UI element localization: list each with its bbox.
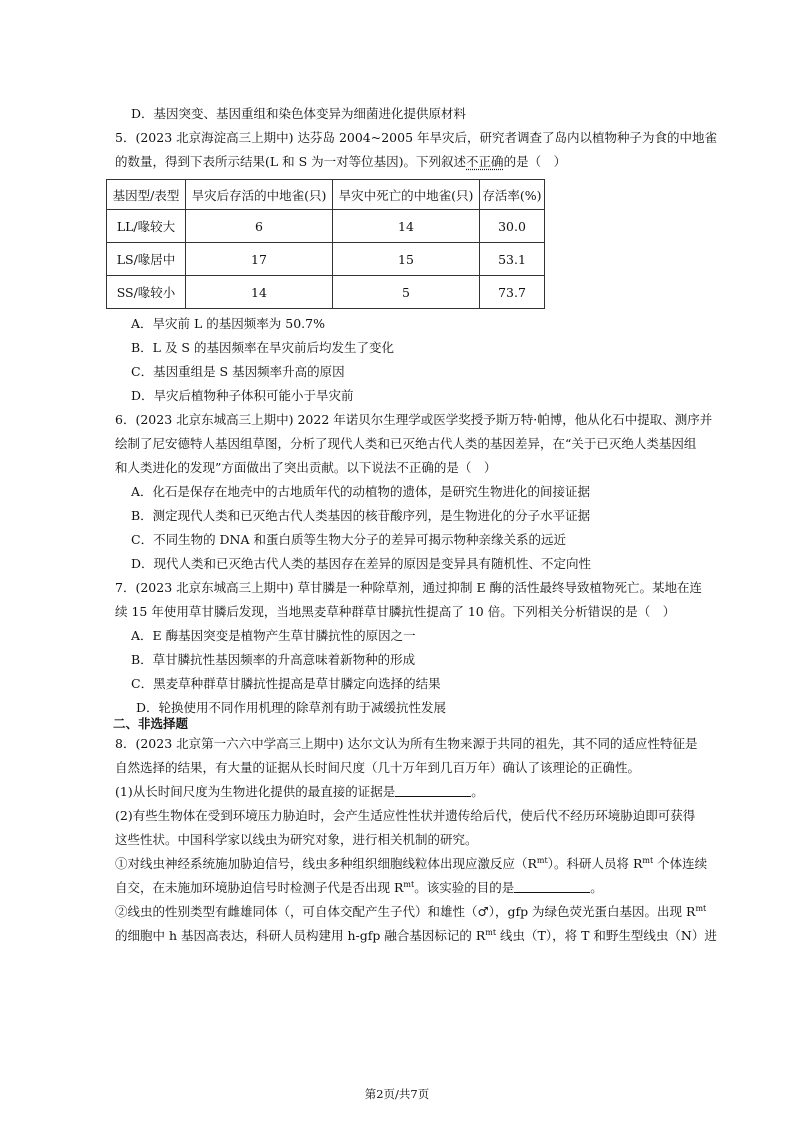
- q8-sub1-text-d: 自交，在未施加环境胁迫信号时检测子代是否出现 R: [115, 880, 404, 895]
- answer-blank[interactable]: [514, 881, 590, 893]
- q5-option-c: C．基因重组是 S 基因频率升高的原因: [131, 364, 345, 379]
- table-header-cell: 存活率(%): [480, 180, 545, 210]
- q7-stem-line2: 续 15 年使用草甘膦后发现，当地黑麦草种群草甘膦抗性提高了 10 倍。下列相关分析错误的是（ ）: [115, 604, 676, 619]
- q6-stem-line3: 和人类进化的发现”方面做出了突出贡献。以下说法不正确的是（ ）: [115, 460, 497, 475]
- table-cell: 14: [333, 210, 480, 243]
- q5-stem-line1: 5．(2023 北京海淀高三上期中) 达芬岛 2004~2005 年旱灾后，研究者调查了岛内以植物种子为食的中地雀: [115, 130, 718, 145]
- table-cell: 17: [186, 243, 333, 276]
- table-cell: 14: [186, 276, 333, 309]
- q4-option-d: D．基因突变、基因重组和染色体变异为细菌进化提供原材料: [131, 106, 467, 121]
- q8-part2-line1: (2)有些生物体在受到环境压力胁迫时，会产生适应性性状并遗传给后代，使后代不经历环境胁迫即可获得: [115, 808, 696, 823]
- q8-sub1-text-e: 。该实验的目的是: [414, 880, 515, 895]
- table-header-row: [107, 180, 545, 210]
- genotype-survival-table: [106, 179, 545, 309]
- table-header-cell: 基因型/表型: [107, 180, 186, 210]
- q5-option-a: A．旱灾前 L 的基因频率为 50.7%: [131, 316, 325, 331]
- table-cell: LL/喙较大: [107, 210, 186, 243]
- table-cell: SS/喙较小: [107, 276, 186, 309]
- q5-stem-text-b: 的是（ ）: [503, 154, 567, 169]
- table-cell: 30.0: [480, 210, 545, 243]
- superscript: mt: [536, 856, 548, 865]
- superscript: mt: [403, 880, 415, 889]
- q6-option-a: A．化石是保存在地壳中的古地质年代的动植物的遗体，是研究生物进化的间接证据: [131, 484, 591, 499]
- q6-option-d: D．现代人类和已灭绝古代人类的基因存在差异的原因是变异具有随机性、不定向性: [131, 556, 592, 571]
- q8-sub1-line1: [115, 856, 707, 872]
- table-cell: 53.1: [480, 243, 545, 276]
- q8-sub2-line2: [115, 928, 717, 944]
- q8-sub2-text-b: 的细胞中 h 基因高表达，科研人员构建用 h-gfp 融合基因标记的 R: [115, 928, 486, 943]
- q5-option-d: D．旱灾后植物种子体积可能小于旱灾前: [131, 388, 354, 403]
- q7-option-a: A．E 酶基因突变是植物产生草甘膦抗性的原因之一: [131, 628, 416, 643]
- table-row: [107, 243, 545, 276]
- superscript: mt: [642, 856, 654, 865]
- answer-blank[interactable]: [395, 785, 471, 797]
- q8-sub1-text-c: 个体连续: [653, 856, 708, 871]
- table-header-cell: 旱灾后存活的中地雀(只): [186, 180, 333, 210]
- q5-stem-emphasis: 不正确: [466, 154, 504, 169]
- q8-stem-line2: 自然选择的结果，有大量的证据从长时间尺度（几十万年到几百万年）确认了该理论的正确性。: [115, 760, 641, 775]
- q5-stem-line2: [115, 154, 566, 170]
- q8-sub2-line1: [115, 904, 706, 920]
- table-cell: 6: [186, 210, 333, 243]
- q7-option-b: B．草甘膦抗性基因频率的升高意味着新物种的形成: [131, 652, 416, 667]
- table-cell: 5: [333, 276, 480, 309]
- table-cell: LS/喙居中: [107, 243, 186, 276]
- q8-part2-line2: 这些性状。中国科学家以线虫为研究对象，进行相关机制的研究。: [115, 832, 478, 847]
- q8-stem-line1: 8．(2023 北京第一六六中学高三上期中) 达尔文认为所有生物来源于共同的祖先，其不同的适应性特征是: [115, 736, 698, 751]
- q7-option-d: D．轮换使用不同作用机理的除草剂有助于减缓抗性发展: [136, 700, 447, 715]
- q8-sub2-text-a: ②线虫的性别类型有雌雄同体（，可自体交配产生子代）和雄性（♂），gfp 为绿色荧光蛋白基因。出现 R: [115, 904, 696, 919]
- q6-stem-line2: 绘制了尼安德特人基因组草图，分析了现代人类和已灭绝古代人类的基因差异，在“关于已灭绝人类基因组: [115, 436, 697, 451]
- superscript: mt: [485, 928, 497, 937]
- q6-stem-line1: 6．(2023 北京东城高三上期中) 2022 年诺贝尔生理学或医学奖授予斯万特·帕博，他从化石中提取、测序并: [115, 412, 713, 427]
- q8-sub1-text-b: ）。科研人员将 R: [547, 856, 643, 871]
- q8-sub1-end: 。: [590, 880, 603, 895]
- q8-part1-text: (1)从长时间尺度为生物进化提供的最直接的证据是: [115, 784, 396, 799]
- table-row: [107, 210, 545, 243]
- section-title: 二、非选择题: [113, 716, 189, 731]
- table-row: [107, 276, 545, 309]
- q8-sub1-line2: [115, 880, 603, 896]
- q8-sub1-text-a: ①对线虫神经系统施加胁迫信号，线虫多种组织细胞线粒体出现应激反应（R: [115, 856, 537, 871]
- q8-part1-end: 。: [471, 784, 484, 799]
- q8-sub2-text-c: 线虫（T），将 T 和野生型线虫（N）进: [496, 928, 717, 943]
- q7-option-c: C．黑麦草种群草甘膦抗性提高是草甘膦定向选择的结果: [131, 676, 441, 691]
- q5-stem-text-a: 的数量，得到下表所示结果(L 和 S 为一对等位基因)。下列叙述: [115, 154, 467, 169]
- q8-part1: [115, 784, 484, 800]
- table-cell: 73.7: [480, 276, 545, 309]
- superscript: mt: [695, 904, 707, 913]
- page-number: 第2页/共7页: [364, 1087, 430, 1101]
- q7-stem-line1: 7．(2023 北京东城高三上期中) 草甘膦是一种除草剂，通过抑制 E 酶的活性最终导致植物死亡。某地在连: [115, 580, 703, 595]
- table-cell: 15: [333, 243, 480, 276]
- q5-option-b: B．L 及 S 的基因频率在旱灾前后均发生了变化: [131, 340, 394, 355]
- q6-option-c: C．不同生物的 DNA 和蛋白质等生物大分子的差异可揭示物种亲缘关系的远近: [131, 532, 566, 547]
- table-header-cell: 旱灾中死亡的中地雀(只): [333, 180, 480, 210]
- q6-option-b: B．测定现代人类和已灭绝古代人类基因的核苷酸序列，是生物进化的分子水平证据: [131, 508, 591, 523]
